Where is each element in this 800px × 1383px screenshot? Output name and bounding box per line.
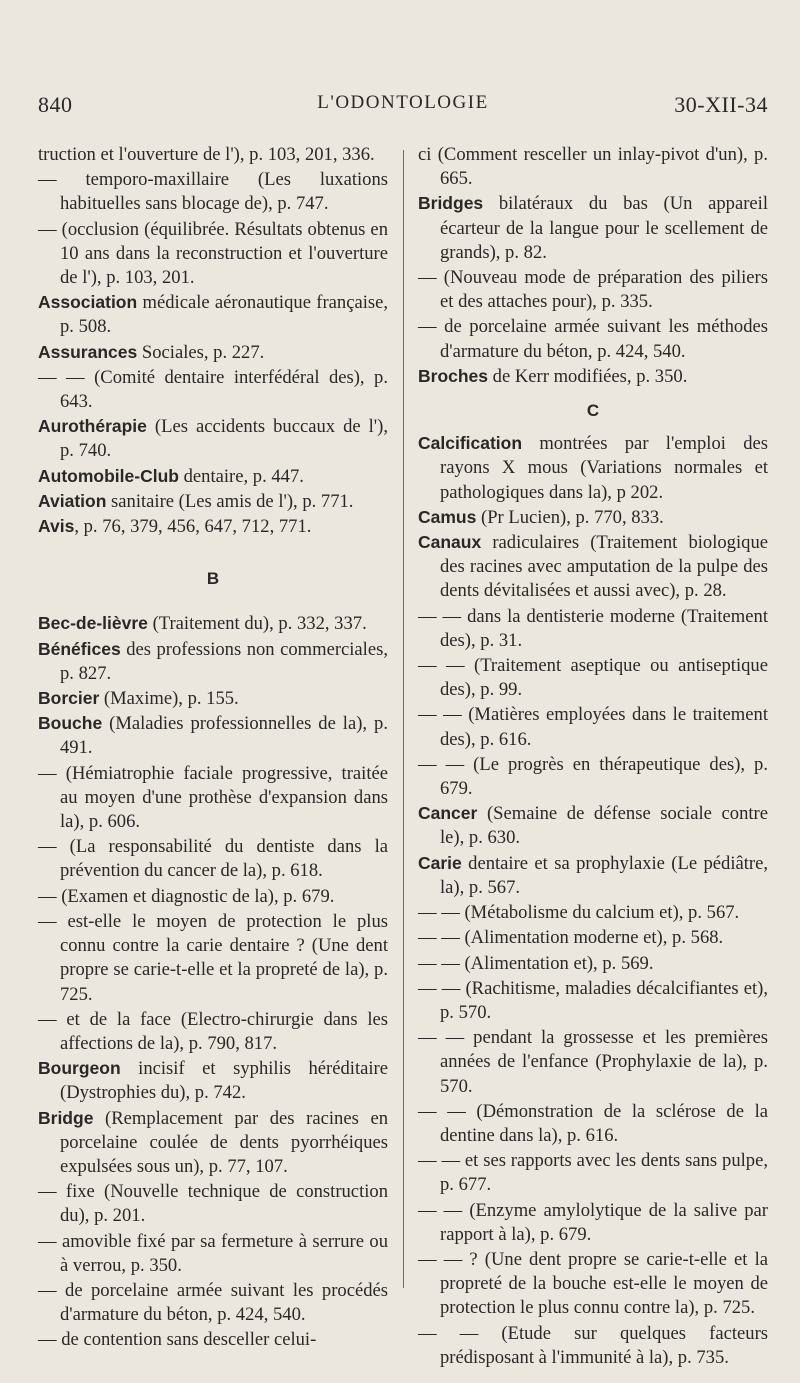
index-entry <box>418 505 768 530</box>
entry-text: (Pr Lucien), p. 770, 833. <box>476 506 664 528</box>
index-entry <box>38 365 388 414</box>
index-entry <box>38 637 388 686</box>
index-entry <box>418 604 768 653</box>
entry-text: — (Nouveau mode de préparation des piliers et des attaches pour), p. 335. <box>418 267 768 313</box>
index-entry <box>418 801 768 850</box>
index-entry <box>38 340 388 365</box>
index-entry <box>38 711 388 760</box>
entry-text: — (occlusion (équilibrée. Résultats obtenus en 10 ans dans la reconstruction et l'ouverture de l'), p. 103, 201. <box>38 218 388 289</box>
entry-text: — (Hémiatrophie faciale progressive, traitée au moyen d'une prothèse d'expansion dans la), p. 606. <box>38 762 388 833</box>
index-entry <box>38 834 388 883</box>
index-entry <box>38 217 388 291</box>
entry-text: , p. 76, 379, 456, 647, 712, 771. <box>74 516 312 538</box>
entry-text: — — pendant la grossesse et les premières années de l'enfance (Prophylaxie de la), p. 570. <box>418 1027 768 1097</box>
entry-text: — — (Métabolisme du calcium et), p. 567. <box>418 902 740 924</box>
index-entry <box>418 976 768 1025</box>
entry-text: — amovible fixé par sa fermeture à serrure ou à verrou, p. 350. <box>38 1230 388 1276</box>
entry-headword: Broches <box>418 365 489 386</box>
index-entry <box>38 884 388 909</box>
index-entry <box>418 925 768 950</box>
entry-text: — — (Comité dentaire interfédéral des), p. 643. <box>38 366 388 413</box>
entry-headword: Aviation <box>38 490 107 511</box>
entry-headword: Avis <box>38 516 75 537</box>
section-heading-b: B <box>206 569 220 589</box>
index-entry <box>38 1179 388 1228</box>
entry-headword: Aurothérapie <box>38 416 147 437</box>
entry-text: — — (Le progrès en thérapeutique des), p. 679. <box>418 753 768 800</box>
page-header <box>38 92 768 122</box>
index-entry <box>38 142 388 167</box>
entry-text: — (Examen et diagnostic de la), p. 679. <box>38 885 335 907</box>
entry-headword: Bec-de-lièvre <box>38 613 148 634</box>
entry-headword: Assurances <box>38 341 138 362</box>
section-heading-c: C <box>586 401 600 421</box>
index-entry <box>38 167 388 216</box>
journal-title: L'ODONTOLOGIE <box>317 92 489 113</box>
index-entry <box>418 142 768 191</box>
entry-headword: Automobile-Club <box>38 465 179 486</box>
index-entry <box>38 686 388 711</box>
entry-text: médicale aéronautique française, p. 508. <box>60 292 388 338</box>
entry-text: — — (Alimentation et), p. 569. <box>418 952 654 974</box>
entry-text: de Kerr modifiées, p. 350. <box>488 365 688 387</box>
index-entry <box>418 1025 768 1099</box>
index-entry <box>418 653 768 702</box>
index-entry <box>38 1056 388 1105</box>
index-entry <box>418 1099 768 1148</box>
index-entry <box>418 1198 768 1247</box>
entry-text: — — (Alimentation moderne et), p. 568. <box>418 927 724 949</box>
index-entry <box>418 314 768 363</box>
entry-headword: Bénéfices <box>38 638 121 659</box>
index-entry <box>38 414 388 463</box>
index-entry <box>418 1148 768 1197</box>
entry-text: — fixe (Nouvelle technique de construction du), p. 201. <box>38 1181 388 1227</box>
entry-text: radiculaires (Traitement biologique des racines avec amputation de la pulpe des dents dévitalisées et aussi avec), p. 28. <box>440 532 768 602</box>
index-entry <box>38 290 388 339</box>
index-entry <box>418 1247 768 1321</box>
index-entry <box>38 1106 388 1180</box>
entry-text: bilatéraux du bas (Un appareil écarteur de la langue pour le scellement de grands), p. 82. <box>440 193 768 263</box>
entry-text: sanitaire (Les amis de l'), p. 771. <box>106 490 354 512</box>
index-entry <box>38 1327 388 1352</box>
entry-text: — — (Matières employées dans le traitement des), p. 616. <box>418 704 768 750</box>
index-entry <box>418 900 768 925</box>
index-entry <box>418 530 768 604</box>
entry-text: Sociales, p. 227. <box>137 341 265 363</box>
entry-text: — (La responsabilité du dentiste dans la prévention du cancer de la), p. 618. <box>38 836 388 882</box>
entry-text: dentaire, p. 447. <box>178 465 304 487</box>
entry-text: — — ? (Une dent propre se carie-t-elle et la propreté de la bouche est-elle le moyen de protection le plus connu contre la), p. 725. <box>418 1248 768 1319</box>
index-entry <box>418 702 768 751</box>
index-entry <box>38 464 388 489</box>
index-entry <box>38 514 388 539</box>
entry-text: (Semaine de défense sociale contre le), p. 630. <box>440 803 768 849</box>
entry-headword: Cancer <box>418 803 478 824</box>
index-entry <box>418 265 768 314</box>
entry-text: — — (Traitement aseptique ou antiseptique des), p. 99. <box>418 655 768 701</box>
index-entry <box>418 431 768 505</box>
issue-date: 30-XII-34 <box>674 92 768 117</box>
entry-text: (Remplacement par des racines en porcelaine coulée de dents pyorrhéiques expulsées sous un), p. 77, 107. <box>60 1107 388 1177</box>
index-entry <box>418 851 768 900</box>
entry-headword: Bourgeon <box>38 1058 121 1079</box>
index-entry <box>38 611 388 636</box>
entry-text: (Maxime), p. 155. <box>99 688 239 710</box>
index-entry <box>38 909 388 1007</box>
entry-text: — de porcelaine armée suivant les procédés d'armature du béton, p. 424, 540. <box>38 1279 388 1326</box>
entry-text: — de contention sans desceller celui- <box>38 1329 317 1351</box>
entry-text: — — et ses rapports avec les dents sans pulpe, p. 677. <box>418 1150 768 1196</box>
entry-text: — est-elle le moyen de protection le plus connu contre la carie dentaire ? (Une dent propre se carie-t-elle et la propreté de la), p. 725. <box>38 910 388 1005</box>
index-entry <box>38 489 388 514</box>
index-entry <box>418 1321 768 1370</box>
entry-text: (Traitement du), p. 332, 337. <box>147 613 367 635</box>
entry-headword: Association <box>38 292 138 313</box>
entry-headword: Calcification <box>418 433 523 454</box>
page-number: 840 <box>38 92 73 117</box>
entry-headword: Canaux <box>418 532 482 553</box>
entry-text: — et de la face (Electro-chirurgie dans les affections de la), p. 790, 817. <box>38 1008 388 1054</box>
entry-text: — temporo-maxillaire (Les luxations habituelles sans blocage de), p. 747. <box>38 169 388 215</box>
index-entry <box>418 752 768 801</box>
right-column <box>418 142 768 1370</box>
index-entry <box>38 1229 388 1278</box>
index-entry <box>418 364 768 389</box>
entry-headword: Bouche <box>38 713 103 734</box>
index-entry <box>38 1278 388 1327</box>
entry-text: incisif et syphilis héréditaire (Dystrophies du), p. 742. <box>60 1058 388 1104</box>
entry-text: des professions non commerciales, p. 827. <box>60 638 388 684</box>
entry-text: (Maladies professionnelles de la), p. 491. <box>60 713 388 759</box>
entry-headword: Bridges <box>418 193 484 214</box>
entry-text: — — (Démonstration de la sclérose de la dentine dans la), p. 616. <box>418 1100 768 1146</box>
entry-text: — de porcelaine armée suivant les méthodes d'armature du béton, p. 424, 540. <box>418 316 768 362</box>
index-entry <box>38 761 388 835</box>
entry-text: — — (Etude sur quelques facteurs prédisposant à l'immunité à la), p. 735. <box>418 1322 768 1368</box>
entry-text: — — dans la dentisterie moderne (Traitement des), p. 31. <box>418 605 768 651</box>
column-divider <box>403 150 404 1288</box>
entry-text: montrées par l'emploi des rayons X mous (Variations normales et pathologiques dans la), p 202. <box>440 433 768 503</box>
entry-headword: Camus <box>418 506 477 527</box>
entry-headword: Borcier <box>38 688 100 709</box>
index-entry <box>418 951 768 976</box>
index-entry <box>38 1007 388 1056</box>
left-column <box>38 142 388 1353</box>
index-entry <box>418 191 768 265</box>
entry-text: truction et l'ouverture de l'), p. 103, 201, 336. <box>38 144 375 165</box>
entry-text: ci (Comment resceller un inlay-pivot d'un), p. 665. <box>418 144 768 190</box>
entry-headword: Bridge <box>38 1107 94 1128</box>
entry-text: dentaire et sa prophylaxie (Le pédiâtre, la), p. 567. <box>440 852 768 898</box>
entry-text: (Les accidents buccaux de l'), p. 740. <box>60 416 388 462</box>
entry-text: — — (Enzyme amylolytique de la salive par rapport à la), p. 679. <box>418 1199 768 1245</box>
entry-text: — — (Rachitisme, maladies décalcifiantes et), p. 570. <box>418 977 768 1023</box>
entry-headword: Carie <box>418 852 462 873</box>
